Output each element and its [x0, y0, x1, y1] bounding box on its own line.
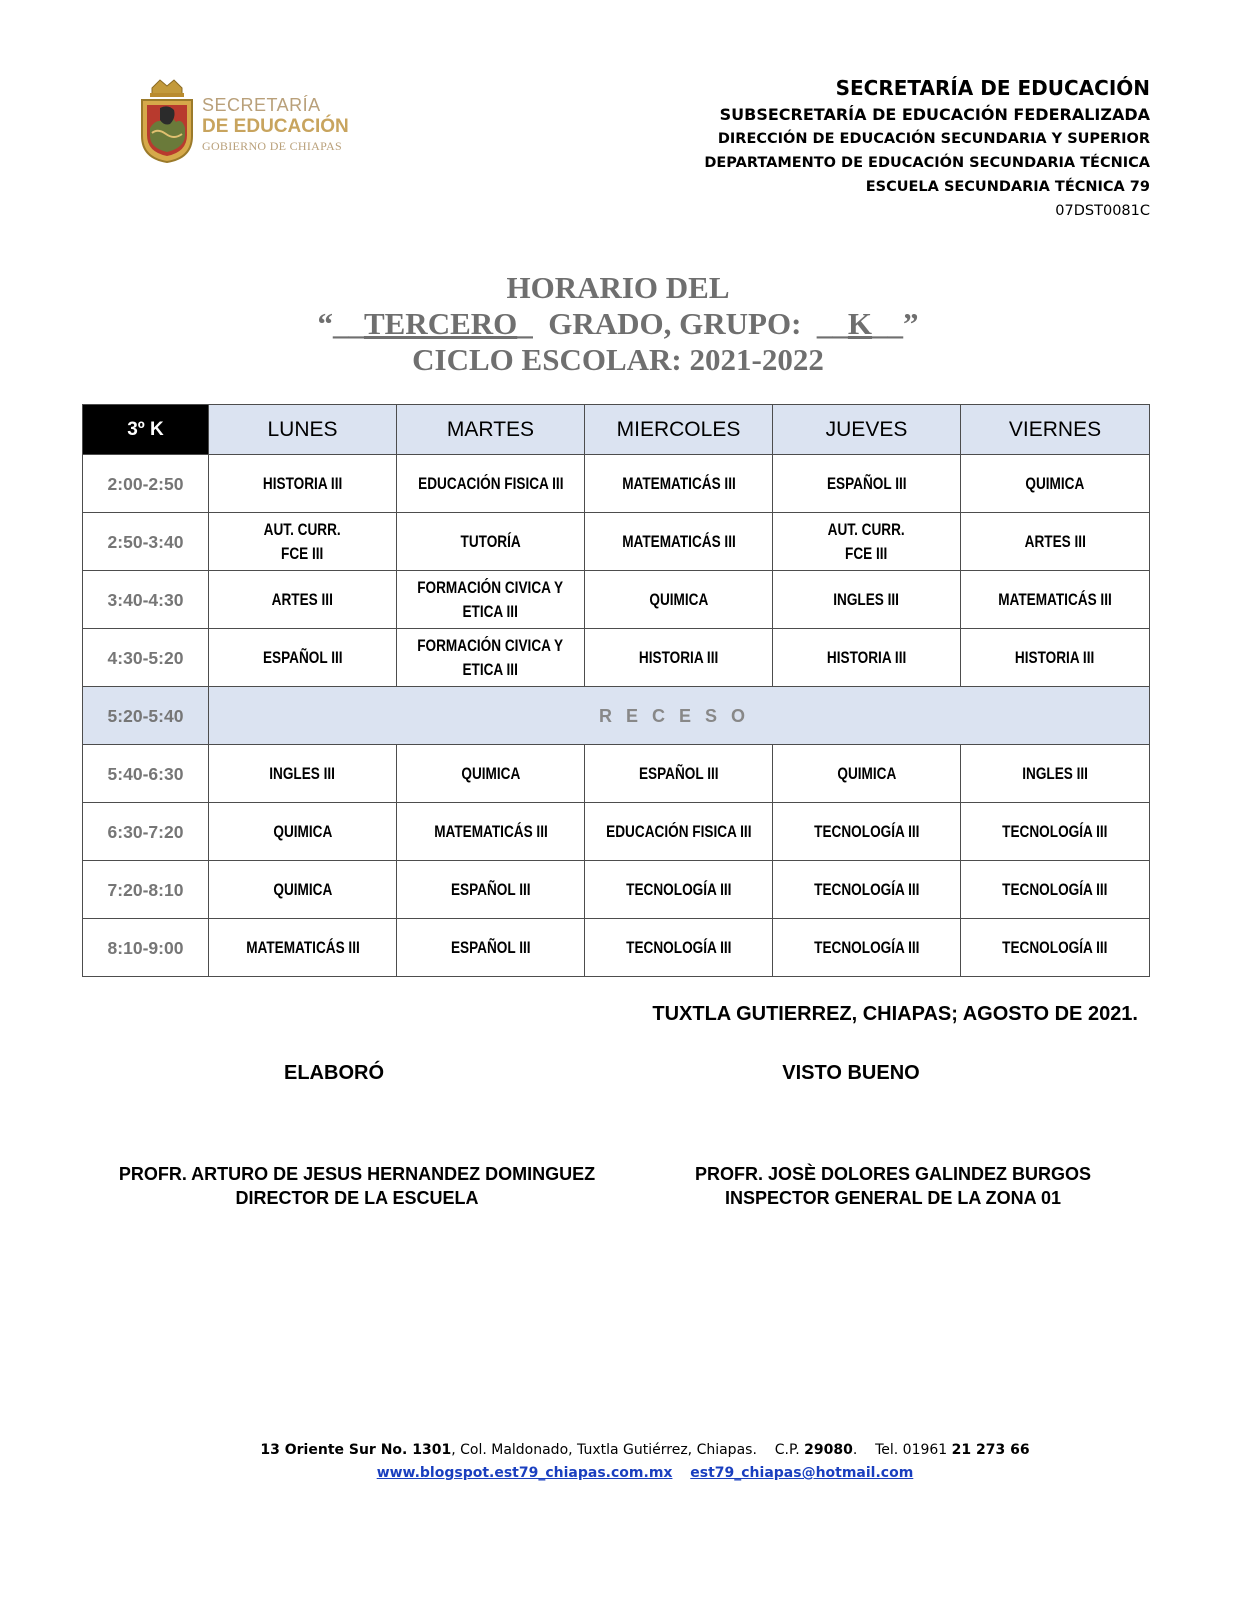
time-slot: 2:00-2:50 — [83, 455, 209, 513]
subject-cell — [773, 919, 961, 977]
subject-label: ESPAÑOL III — [638, 763, 719, 783]
grado-value: TERCERO — [363, 306, 518, 341]
subject-label: QUIMICA — [273, 879, 332, 899]
director-name: PROFR. ARTURO DE JESUS HERNANDEZ DOMINGUEZ — [118, 1164, 596, 1184]
subject-label: HISTORIA III — [1015, 647, 1095, 667]
street-rest: , Col. Maldonado, Tuxtla Gutiérrez, Chiapas. — [451, 1442, 757, 1458]
director-role: DIRECTOR DE LA ESCUELA — [235, 1188, 479, 1208]
logo-line-1: SECRETARÍA — [202, 95, 321, 115]
subject-label: MATEMATICÁS III — [245, 937, 360, 957]
chiapas-crest-icon — [138, 78, 196, 164]
tel-label: Tel. 01961 — [875, 1442, 948, 1458]
inspector-name: PROFR. JOSÈ DOLORES GALINDEZ BURGOS — [694, 1164, 1092, 1184]
street: 13 Oriente Sur No. 1301 — [260, 1442, 452, 1458]
subject-cell — [209, 513, 397, 571]
subject-label: TECNOLOGÍA III — [625, 879, 732, 899]
table-row — [83, 629, 1150, 687]
subject-label: QUIMICA — [461, 763, 520, 783]
subject-label: MATEMATICÁS III — [621, 473, 736, 493]
subject-cell — [397, 455, 585, 513]
elaboro-label: ELABORÓ — [284, 1062, 384, 1084]
address-line: 13 Oriente Sur No. 1301, Col. Maldonado, Tuxtla Gutiérrez, Chiapas. C.P. 29080. Tel. 01961 21 273 66 — [260, 1442, 1030, 1458]
subject-label: TECNOLOGÍA III — [813, 821, 920, 841]
logo-line-2: DE EDUCACIÓN — [202, 116, 349, 137]
subject-cell — [961, 455, 1150, 513]
subject-cell — [961, 629, 1150, 687]
subject-label: HISTORIA III — [262, 473, 343, 493]
time-slot: 2:50-3:40 — [83, 513, 209, 571]
subject-label: ARTES III — [271, 589, 334, 609]
signature-right — [646, 1162, 1140, 1210]
quote-open: “__ — [317, 306, 364, 341]
day-header: MIERCOLES — [585, 405, 773, 455]
title-line-3: CICLO ESCOLAR: 2021-2022 — [412, 342, 824, 377]
subject-cell — [397, 861, 585, 919]
recess-label: RECESO — [209, 687, 1150, 745]
subject-label: TUTORÍA — [460, 531, 521, 551]
subject-label: TECNOLOGÍA III — [1002, 821, 1108, 841]
grado-suffix: _ GRADO, GRUPO: __ — [517, 306, 848, 341]
title-line-1: HORARIO DEL — [506, 270, 730, 305]
telephone: 21 273 66 — [951, 1442, 1030, 1458]
subject-cell — [585, 861, 773, 919]
subject-label: QUIMICA — [649, 589, 708, 609]
subject-label: ESPAÑOL III — [262, 647, 343, 667]
subject-cell — [773, 571, 961, 629]
institution-header — [704, 74, 1150, 223]
links-line — [0, 1462, 1236, 1485]
subject-label: EDUCACIÓN FISICA III — [605, 821, 752, 841]
subject-cell — [961, 803, 1150, 861]
subsecretaria-heading: SUBSECRETARÍA DE EDUCACIÓN FEDERALIZADA — [719, 105, 1150, 124]
subject-label: TECNOLOGÍA III — [625, 937, 732, 957]
subject-label: AUT. CURR. FCE III — [827, 519, 906, 563]
address-footer — [0, 1439, 1236, 1485]
table-row — [83, 455, 1150, 513]
subject-label: ESPAÑOL III — [450, 937, 531, 957]
subject-cell — [209, 861, 397, 919]
subject-cell — [585, 629, 773, 687]
subject-cell — [397, 745, 585, 803]
subject-cell — [773, 629, 961, 687]
subject-label: HISTORIA III — [826, 647, 907, 667]
subject-cell — [961, 861, 1150, 919]
subject-label: HISTORIA III — [638, 647, 719, 667]
subject-cell — [209, 571, 397, 629]
subject-cell — [585, 919, 773, 977]
time-slot: 5:40-6:30 — [83, 745, 209, 803]
group-label: 3º K — [83, 405, 209, 455]
subject-cell — [585, 571, 773, 629]
day-header: MARTES — [397, 405, 585, 455]
day-header: LUNES — [209, 405, 397, 455]
visto-bueno-label: VISTO BUENO — [782, 1062, 920, 1084]
time-slot: 6:30-7:20 — [83, 803, 209, 861]
subject-label: MATEMATICÁS III — [433, 821, 548, 841]
place-date: TUXTLA GUTIERREZ, CHIAPAS; AGOSTO DE 2021. — [652, 1003, 1138, 1025]
subject-label: EDUCACIÓN FISICA III — [417, 473, 564, 493]
subject-label: INGLES III — [833, 589, 900, 609]
subject-label: QUIMICA — [837, 763, 896, 783]
day-header: VIERNES — [961, 405, 1150, 455]
title-line-2 — [0, 306, 1236, 342]
time-slot: 8:10-9:00 — [83, 919, 209, 977]
subject-cell — [585, 455, 773, 513]
subject-cell — [209, 803, 397, 861]
time-slot: 4:30-5:20 — [83, 629, 209, 687]
school-code: 07DST0081C — [1055, 203, 1150, 219]
subject-cell — [209, 745, 397, 803]
logo — [138, 78, 378, 164]
subject-cell — [773, 513, 961, 571]
departamento-heading: DEPARTAMENTO DE EDUCACIÓN SECUNDARIA TÉCNICA — [704, 155, 1150, 171]
subject-cell — [209, 455, 397, 513]
subject-label: INGLES III — [269, 763, 336, 783]
subject-label: MATEMATICÁS III — [621, 531, 736, 551]
schedule-table — [82, 404, 1150, 977]
grupo-value: K — [847, 306, 873, 341]
table-row — [83, 803, 1150, 861]
time-slot: 5:20-5:40 — [83, 687, 209, 745]
subject-cell — [961, 513, 1150, 571]
subject-cell — [397, 919, 585, 977]
subject-cell — [585, 745, 773, 803]
table-row — [83, 513, 1150, 571]
subject-cell — [961, 571, 1150, 629]
subject-label: QUIMICA — [1025, 473, 1085, 493]
subject-cell — [773, 861, 961, 919]
cp-label: C.P. — [774, 1442, 800, 1458]
inspector-role: INSPECTOR GENERAL DE LA ZONA 01 — [724, 1188, 1062, 1208]
subject-label: ARTES III — [1024, 531, 1086, 551]
subject-label: QUIMICA — [273, 821, 332, 841]
subject-cell — [585, 513, 773, 571]
table-row — [83, 745, 1150, 803]
time-slot: 7:20-8:10 — [83, 861, 209, 919]
subject-cell — [773, 745, 961, 803]
subject-label: INGLES III — [1022, 763, 1088, 783]
day-header: JUEVES — [773, 405, 961, 455]
direccion-heading: DIRECCIÓN DE EDUCACIÓN SECUNDARIA Y SUPERIOR — [717, 131, 1150, 147]
escuela-heading: ESCUELA SECUNDARIA TÉCNICA 79 — [865, 179, 1150, 195]
subject-cell — [397, 571, 585, 629]
subject-cell — [209, 919, 397, 977]
subject-cell — [397, 629, 585, 687]
signature-left — [60, 1162, 654, 1210]
subject-label: AUT. CURR. FCE III — [263, 519, 342, 563]
subject-label: TECNOLOGÍA III — [1002, 879, 1108, 899]
grupo-suffix: __” — [872, 306, 919, 341]
subject-label: TECNOLOGÍA III — [813, 937, 920, 957]
subject-cell — [773, 803, 961, 861]
subject-label: FORMACIÓN CIVICA Y ETICA III — [417, 577, 564, 621]
time-slot: 3:40-4:30 — [83, 571, 209, 629]
subject-label: TECNOLOGÍA III — [1002, 937, 1108, 957]
subject-cell — [209, 629, 397, 687]
table-header-row — [83, 405, 1150, 455]
subject-cell — [961, 745, 1150, 803]
email-link[interactable]: est79_chiapas@hotmail.com — [690, 1465, 914, 1481]
postal-code: 29080 — [804, 1442, 853, 1458]
subject-label: TECNOLOGÍA III — [813, 879, 920, 899]
subject-cell — [397, 803, 585, 861]
subject-label: FORMACIÓN CIVICA Y ETICA III — [417, 635, 564, 679]
subject-cell — [585, 803, 773, 861]
table-row — [83, 861, 1150, 919]
subject-cell — [397, 513, 585, 571]
subject-label: ESPAÑOL III — [826, 473, 907, 493]
website-link[interactable]: www.blogspot.est79_chiapas.com.mx — [376, 1465, 673, 1481]
subject-label: MATEMATICÁS III — [998, 589, 1112, 609]
subject-label: ESPAÑOL III — [450, 879, 531, 899]
schedule-title — [0, 270, 1236, 378]
subject-cell — [961, 919, 1150, 977]
recess-row — [83, 687, 1150, 745]
table-row — [83, 919, 1150, 977]
subject-cell — [773, 455, 961, 513]
logo-line-3: GOBIERNO DE CHIAPAS — [202, 139, 342, 153]
secretaria-heading: SECRETARÍA DE EDUCACIÓN — [835, 76, 1150, 100]
table-row — [83, 571, 1150, 629]
